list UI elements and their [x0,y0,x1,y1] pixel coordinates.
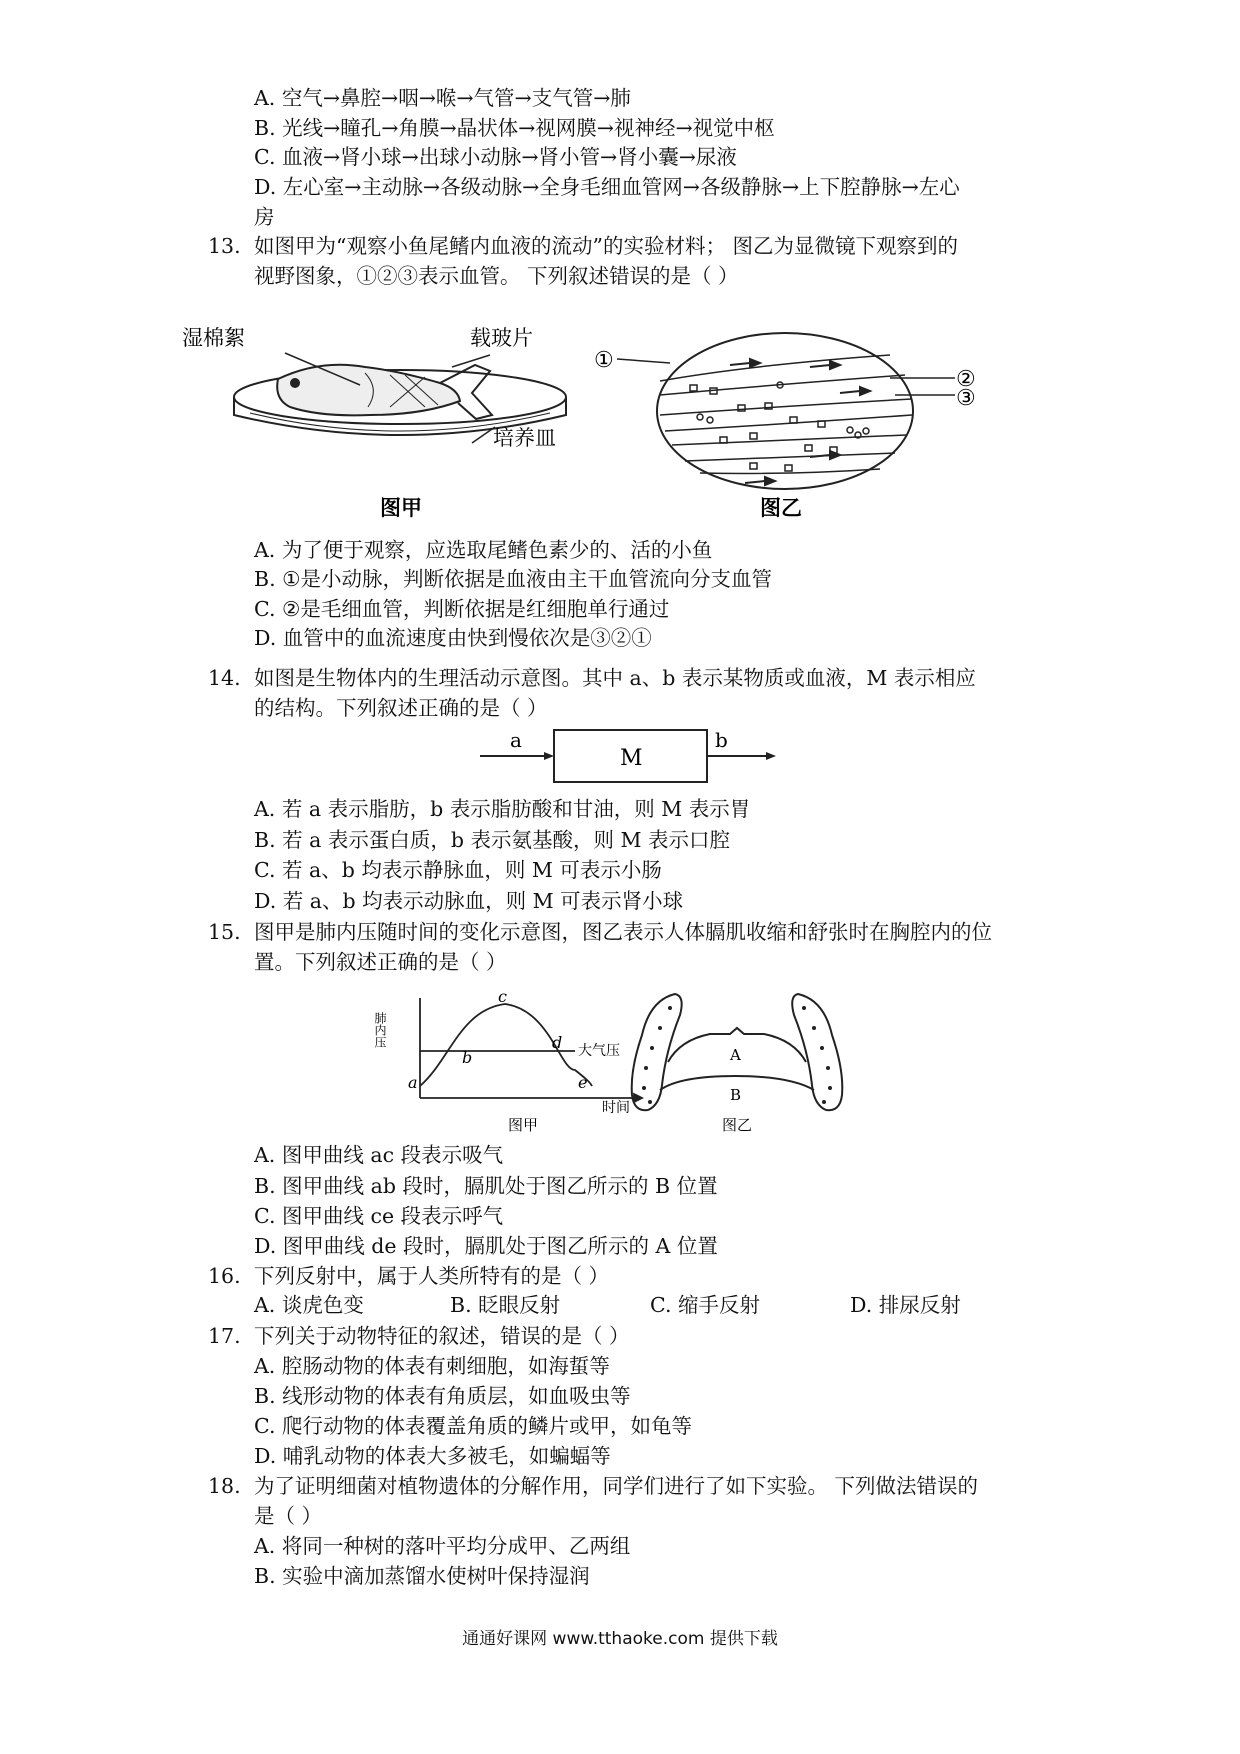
q14-stem-2: 的结构。下列叙述正确的是（ ） [254,696,548,720]
diagram-b: b [715,728,728,752]
q17-option-d: D. 哺乳动物的体表大多被毛，如蝙蝠等 [254,1444,611,1468]
point-d: d [552,1033,563,1052]
graph-ylabel: 肺内压 [373,1012,387,1048]
diagram-m: M [620,746,643,771]
point-a: a [408,1073,418,1092]
q14-stem-1: 如图是生物体内的生理活动示意图。其中 a、b 表示某物质或血液，M 表示相应 [254,666,976,690]
q15-stem-2: 置。下列叙述正确的是（ ） [254,950,507,974]
page-footer: 通通好课网 www.tthaoke.com 提供下载 [462,1629,778,1649]
q12-option-d: D. 左心室→主动脉→各级动脉→全身毛细血管网→各级静脉→上下腔静脉→左心 [254,175,960,199]
point-e: e [578,1073,588,1092]
diagram-a: a [510,728,522,752]
q12-option-a: A. 空气→鼻腔→咽→喉→气管→支气管→肺 [254,86,631,110]
q15-option-d: D. 图甲曲线 de 段时，膈肌处于图乙所示的 A 位置 [254,1234,718,1258]
caption-fig-b: 图乙 [760,495,802,520]
q16-option-a: A. 谈虎色变 [254,1293,364,1317]
q15-option-a: A. 图甲曲线 ac 段表示吸气 [254,1143,504,1167]
q12-option-d-cont: 房 [254,205,275,229]
q17-option-a: A. 腔肠动物的体表有刺细胞，如海蜇等 [254,1354,610,1378]
q13-option-d: D. 血管中的血流速度由快到慢依次是③②① [254,626,652,650]
q16-option-c: C. 缩手反射 [650,1293,760,1317]
q14-option-a: A. 若 a 表示脂肪，b 表示脂肪酸和甘油，则 M 表示胃 [254,797,751,821]
point-b: b [462,1048,473,1067]
q18-stem-1: 为了证明细菌对植物遗体的分解作用，同学们进行了如下实验。 下列做法错误的 [254,1474,979,1498]
caption-fig-a: 图甲 [380,495,422,520]
q13-number: 13. [208,234,241,258]
q14-number: 14. [208,666,241,690]
q15-figure [373,987,860,1134]
label-wet-cotton: 湿棉絮 [182,326,245,350]
q16-number: 16. [208,1264,241,1288]
q13-stem-2: 视野图象，①②③表示血管。 下列叙述错误的是（ ） [254,264,739,288]
q14-option-d: D. 若 a、b 均表示动脉血，则 M 可表示肾小球 [254,889,684,913]
atm-label: 大气压 [578,1043,620,1059]
graph-xlabel: 时间 [602,1100,630,1116]
q15-number: 15. [208,920,241,944]
q15-stem-1: 图甲是肺内压随时间的变化示意图，图乙表示人体膈肌收缩和舒张时在胸腔内的位 [254,920,992,944]
q18-stem-2: 是（ ） [254,1504,323,1528]
q13-stem-1: 如图甲为“观察小鱼尾鳍内血液的流动”的实验材料； 图乙为显微镜下观察到的 [254,234,958,258]
caption-fig-15a: 图甲 [508,1116,539,1134]
position-a: A [730,1046,741,1064]
q12-option-c: C. 血液→肾小球→出球小动脉→肾小管→肾小囊→尿液 [254,145,737,169]
q16-stem: 下列反射中，属于人类所特有的是（ ） [254,1264,610,1288]
q17-option-c: C. 爬行动物的体表覆盖角质的鳞片或甲，如龟等 [254,1414,692,1438]
q12-option-b: B. 光线→瞳孔→角膜→晶状体→视网膜→视神经→视觉中枢 [254,116,775,140]
q13-figure [182,326,1070,525]
caption-fig-15b: 图乙 [722,1116,753,1134]
q18-option-a: A. 将同一种树的落叶平均分成甲、乙两组 [254,1534,631,1558]
q13-option-a: A. 为了便于观察，应选取尾鳍色素少的、活的小鱼 [254,538,713,562]
label-dish: 培养皿 [493,426,556,450]
q14-option-c: C. 若 a、b 均表示静脉血，则 M 可表示小肠 [254,858,662,882]
marker-3: ③ [956,386,976,411]
label-slide: 载玻片 [470,326,533,350]
q18-option-b: B. 实验中滴加蒸馏水使树叶保持湿润 [254,1564,590,1588]
q16-option-b: B. 眨眼反射 [450,1293,561,1317]
q14-option-b: B. 若 a 表示蛋白质，b 表示氨基酸，则 M 表示口腔 [254,828,731,852]
point-c: c [498,987,507,1006]
q17-number: 17. [208,1324,241,1348]
q15-option-c: C. 图甲曲线 ce 段表示呼气 [254,1204,504,1228]
q13-option-b: B. ①是小动脉，判断依据是血液由主干血管流向分支血管 [254,567,772,591]
q17-option-b: B. 线形动物的体表有角质层，如血吸虫等 [254,1384,631,1408]
marker-1: ① [594,348,614,373]
q13-option-c: C. ②是毛细血管，判断依据是红细胞单行通过 [254,597,670,621]
q14-diagram [480,725,780,785]
q18-number: 18. [208,1474,241,1498]
q17-stem: 下列关于动物特征的叙述，错误的是（ ） [254,1324,630,1348]
q16-option-d: D. 排尿反射 [850,1293,961,1317]
fish-drawing [277,365,492,419]
q15-option-b: B. 图甲曲线 ab 段时，膈肌处于图乙所示的 B 位置 [254,1174,718,1198]
position-b: B [730,1086,742,1104]
marker-2: ② [956,367,976,392]
